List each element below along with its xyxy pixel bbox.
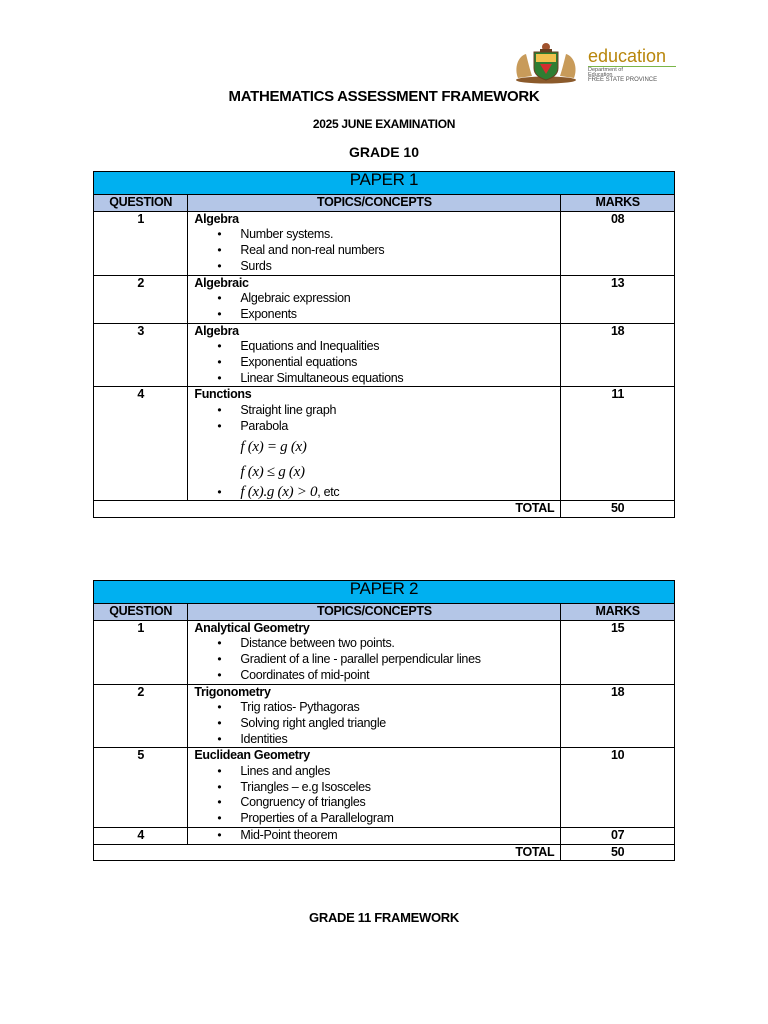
- topic-cell: [188, 275, 561, 323]
- math-item: [240, 485, 560, 501]
- total-row: [94, 501, 675, 518]
- math-suffix: , etc: [317, 484, 340, 499]
- topic-list: [194, 291, 560, 322]
- grade-title: GRADE 10: [348, 144, 420, 160]
- marks-value: 18: [561, 323, 675, 387]
- topic-cell: [188, 387, 561, 501]
- topic-list: [194, 764, 560, 827]
- list-item: • Gradient of a line - parallel perpendicular lines: [240, 652, 560, 668]
- col-question: QUESTION: [94, 604, 188, 621]
- brand-sub-3: FREE STATE PROVINCE: [588, 77, 658, 83]
- list-item: • Coordinates of mid-point: [240, 668, 560, 684]
- brand-sub-2: Education: [588, 72, 613, 78]
- total-label: TOTAL: [94, 501, 561, 518]
- table-row: [94, 684, 675, 748]
- marks-value: 07: [561, 827, 675, 844]
- list-item: • Mid-Point theorem: [240, 828, 560, 844]
- marks-value: 18: [561, 684, 675, 748]
- list-item: • Linear Simultaneous equations: [240, 371, 560, 387]
- list-item: • Congruency of triangles: [240, 795, 560, 811]
- question-number: 3: [94, 323, 188, 387]
- marks-value: 13: [561, 275, 675, 323]
- department-logo: [510, 42, 680, 84]
- topic-list: [194, 700, 560, 747]
- math-expression: f (x) = g (x): [240, 438, 307, 455]
- paper1-table: [93, 171, 675, 518]
- table-row: [94, 387, 675, 501]
- topic-cell: [188, 211, 561, 275]
- topic-cell: [188, 748, 561, 828]
- question-number: 4: [94, 827, 188, 844]
- col-topics: TOPICS/CONCEPTS: [188, 604, 561, 621]
- list-item: • Exponents: [240, 307, 560, 323]
- coat-of-arms-icon: [510, 42, 582, 84]
- document-title: MATHEMATICS ASSESSMENT FRAMEWORK: [228, 88, 540, 105]
- marks-value: 08: [561, 211, 675, 275]
- total-row: [94, 844, 675, 861]
- topic-heading: Functions: [194, 387, 252, 402]
- next-section-heading: GRADE 11 FRAMEWORK: [309, 910, 459, 925]
- question-number: 1: [94, 211, 188, 275]
- math-expression: f (x) ≤ g (x): [240, 463, 305, 480]
- list-item: • Straight line graph: [240, 403, 560, 419]
- total-value: 50: [561, 501, 675, 518]
- total-label: TOTAL: [94, 844, 561, 861]
- list-item: • Equations and Inequalities: [240, 339, 560, 355]
- col-question: QUESTION: [94, 195, 188, 212]
- paper2-table: [93, 580, 675, 861]
- list-item: • Solving right angled triangle: [240, 716, 560, 732]
- table-row: [94, 748, 675, 828]
- exam-title: 2025 JUNE EXAMINATION: [312, 117, 456, 131]
- list-item: • Exponential equations: [240, 355, 560, 371]
- brand-sub-1: Department of: [588, 67, 623, 73]
- marks-value: 10: [561, 748, 675, 828]
- list-item: • Number systems.: [240, 227, 560, 243]
- topic-list: [194, 227, 560, 274]
- topic-list: [194, 828, 560, 844]
- question-number: 4: [94, 387, 188, 501]
- table-row: [94, 275, 675, 323]
- topic-cell: [188, 620, 561, 684]
- topic-heading: Euclidean Geometry: [194, 748, 310, 763]
- list-item: • Real and non-real numbers: [240, 243, 560, 259]
- list-item: • Surds: [240, 259, 560, 275]
- list-item: • Distance between two points.: [240, 636, 560, 652]
- brand-name: education: [588, 46, 667, 66]
- question-number: 5: [94, 748, 188, 828]
- paper1-title: PAPER 1: [94, 172, 675, 195]
- total-value: 50: [561, 844, 675, 861]
- col-marks: MARKS: [561, 604, 675, 621]
- list-item: • Lines and angles: [240, 764, 560, 780]
- col-marks: MARKS: [561, 195, 675, 212]
- marks-value: 15: [561, 620, 675, 684]
- list-item: • Parabola: [240, 419, 560, 435]
- topic-cell: [188, 323, 561, 387]
- topic-heading: Algebraic: [194, 275, 249, 290]
- topic-heading: Algebra: [194, 323, 239, 338]
- table-row: [94, 827, 675, 844]
- question-number: 2: [94, 275, 188, 323]
- topic-heading: Analytical Geometry: [194, 620, 310, 635]
- table-row: [94, 211, 675, 275]
- topic-heading: Algebra: [194, 211, 239, 226]
- table-row: [94, 620, 675, 684]
- col-topics: TOPICS/CONCEPTS: [188, 195, 561, 212]
- topic-heading: Trigonometry: [194, 684, 271, 699]
- list-item: • Triangles – e.g Isosceles: [240, 780, 560, 796]
- list-item: • Trig ratios- Pythagoras: [240, 700, 560, 716]
- topic-cell: [188, 827, 561, 844]
- table-row: [94, 323, 675, 387]
- paper2-title: PAPER 2: [94, 581, 675, 604]
- topic-list: [194, 403, 560, 500]
- list-item: • Algebraic expression: [240, 291, 560, 307]
- math-expression: f (x).g (x) > 0: [240, 483, 318, 500]
- question-number: 1: [94, 620, 188, 684]
- list-item: • Properties of a Parallelogram: [240, 811, 560, 827]
- question-number: 2: [94, 684, 188, 748]
- topic-list: [194, 339, 560, 386]
- list-item: • Identities: [240, 732, 560, 748]
- topic-cell: [188, 684, 561, 748]
- topic-list: [194, 636, 560, 683]
- marks-value: 11: [561, 387, 675, 501]
